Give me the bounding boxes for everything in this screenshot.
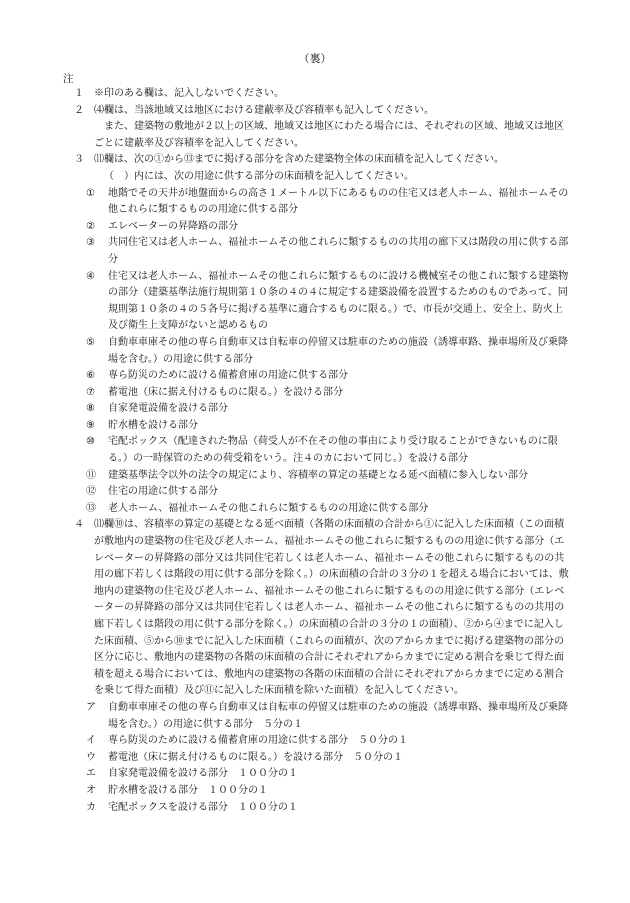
item-mark: エ [86, 768, 96, 780]
item-mark: ア [86, 701, 96, 713]
item-mark: ① [86, 187, 95, 199]
list-item [86, 783, 570, 800]
note-1 [60, 86, 570, 103]
item-mark: ⑤ [86, 336, 95, 348]
item-mark: カ [86, 801, 96, 813]
list-item [86, 401, 570, 418]
note-3-paren-instruction: （ ）内には、次の用途に供する部分の床面積を記入してください。 [104, 170, 414, 182]
item-mark: ⑦ [86, 386, 95, 398]
item-mark: ⑧ [86, 403, 95, 415]
item-mark: ⑨ [86, 419, 95, 431]
item-text: 貯水槽を設ける部分 [108, 419, 198, 431]
note-3 [60, 152, 570, 169]
note-text: ※印のある欄は、記入しないでください。 [94, 88, 284, 99]
note-number: ４ [74, 519, 84, 531]
note-4 [60, 517, 570, 700]
item-text: 蓄電池（床に据え付けるものに限る。）を設ける部分 [108, 386, 343, 398]
note-2 [60, 103, 570, 120]
item-text: 老人ホーム、福祉ホームその他これらに類するものの用途に供する部分 [108, 502, 429, 514]
list-item [86, 186, 570, 219]
note-number: １ [74, 88, 84, 99]
item-text: 地階でその天井が地盤面からの高さ１メートル以下にあるものの住宅又は老人ホーム、福祉ホームその他これらに類するものの用途に供する部分 [108, 187, 569, 216]
item-mark: イ [86, 735, 96, 747]
item-mark: ウ [86, 751, 96, 763]
note-2-continuation: また、建築物の敷地が２以上の区域、地域又は地区にわたる場合には、それぞれの区域、地域又は地区ごとに建蔽率及び容積率を記入してください。 [94, 121, 564, 149]
list-item [86, 219, 570, 236]
item-mark: オ [86, 784, 96, 796]
list-item [86, 800, 570, 817]
item-mark: ③ [86, 237, 95, 249]
item-mark: ⑩ [86, 436, 95, 448]
item-mark: ② [86, 220, 95, 232]
item-mark: ⑫ [86, 486, 96, 498]
notes-label: 注 [63, 73, 74, 85]
item-text: 蓄電池（床に据え付けるものに限る。）を設ける部分 ５０分の１ [108, 751, 403, 763]
item-text: 住宅の用途に供する部分 [108, 486, 218, 498]
note-text: ⑾欄⑩は、容積率の算定の基礎となる延べ面積（各階の床面積の合計から①に記入した床面積（この面積が敷地内の建築物の住宅及び老人ホーム、福祉ホームその他これらに類するものの用途に供する部分（エレベーターの昇降路の部分又は共同住宅若しくは老人ホーム、福祉ホームその他これらに類するものの共用の廊下若しくは階段の用に供する部分を除く。）の床面積の合計の３分の１を超える場合においては、敷地内の建築物の住宅及び老人ホーム、福祉ホームその他これらに類するものの用途に供する部分（エレベーターの昇降路の部分又は共同住宅若しくは老人ホーム、福祉ホームその他これらに類するものの共用の廊下若しくは階段の用に供する部分を除く。）の床面積の合計の３分の１の面積）、②から④までに記入した床面積、⑤から⑩までに記入した床面積（これらの面積が、次のアからカまでに掲げる建築物の部分の区分に応じ、敷地内の建築物の各階の床面積の合計にそれぞれアからカまでに定める割合を乗じて得た面積を超える場合においては、敷地内の建築物の各階の床面積の合計にそれぞれアからカまでに定める割合を乗じて得た面積）及び⑪に記入した床面積を除いた面積）を記入してください。 [94, 519, 569, 697]
list-item [86, 269, 570, 335]
item-text: 宅配ボックス（配達された物品（荷受人が不在その他の事由により受け取ることができないものに限る。）の一時保管のための荷受箱をいう。注４のカにおいて同じ。）を設ける部分 [108, 436, 558, 465]
list-item [86, 335, 570, 368]
item-mark: ④ [86, 270, 95, 282]
list-item [86, 700, 570, 733]
item-text: 共同住宅又は老人ホーム、福祉ホームその他これらに類するものの共用の廊下又は階段の用に供する部分 [108, 237, 569, 265]
item-text: 専ら防災のために設ける備蓄倉庫の用途に供する部分 ５０分の１ [108, 735, 408, 747]
list-item [86, 368, 570, 385]
item-mark: ⑪ [86, 469, 96, 481]
list-item [86, 418, 570, 435]
item-text: 住宅又は老人ホーム、福祉ホームその他これらに類するものに設ける機械室その他これに類する建築物の部分（建築基準法施行規則第１０条の４の４に規定する建築設備を設置するためのものであって、同規則第１０条の４の５各号に掲げる基準に適合するものに限る。）で、市長が交通上、安全上、防火上及び衛生上支障がないと認めるもの [108, 270, 569, 332]
list-item [86, 468, 570, 485]
note-number: ２ [74, 104, 84, 116]
item-text: エレベーターの昇降路の部分 [108, 220, 238, 232]
list-item [86, 501, 570, 518]
item-text: 建築基準法令以外の法令の規定により、容積率の算定の基礎となる延べ面積に参入しない部分 [108, 469, 528, 481]
notes-body [60, 86, 570, 816]
list-item [86, 750, 570, 767]
item-text: 自動車車庫その他の専ら自動車又は自転車の停留又は駐車のための施設（誘導車路、操車場所及び乗降場を含む。）の用途に供する部分 ５分の１ [108, 701, 568, 730]
item-text: 自家発電設備を設ける部分 [108, 403, 228, 415]
list-item [86, 733, 570, 750]
list-item [86, 385, 570, 402]
note-text: ⑷欄は、当該地域又は地区における建蔽率及び容積率も記入してください。 [94, 104, 434, 116]
page-side-label: （裏） [298, 52, 332, 65]
item-mark: ⑥ [86, 370, 95, 382]
list-item [86, 484, 570, 501]
item-text: 自家発電設備を設ける部分 １００分の１ [108, 768, 298, 780]
list-item [86, 235, 570, 268]
list-item [86, 434, 570, 467]
item-text: 貯水槽を設ける部分 １００分の１ [108, 784, 268, 796]
item-text: 自動車車庫その他の専ら自動車又は自転車の停留又は駐車のための施設（誘導車路、操車場所及び乗降場を含む。）の用途に供する部分 [108, 336, 568, 365]
item-mark: ⑬ [86, 502, 96, 514]
list-item [86, 766, 570, 783]
note-text: ⑾欄は、次の①から⑬までに掲げる部分を含めた建築物全体の床面積を記入してください。 [94, 154, 504, 166]
item-text: 宅配ボックスを設ける部分 １００分の１ [108, 801, 298, 813]
note-number: ３ [74, 154, 84, 166]
item-text: 専ら防災のために設ける備蓄倉庫の用途に供する部分 [108, 370, 348, 382]
